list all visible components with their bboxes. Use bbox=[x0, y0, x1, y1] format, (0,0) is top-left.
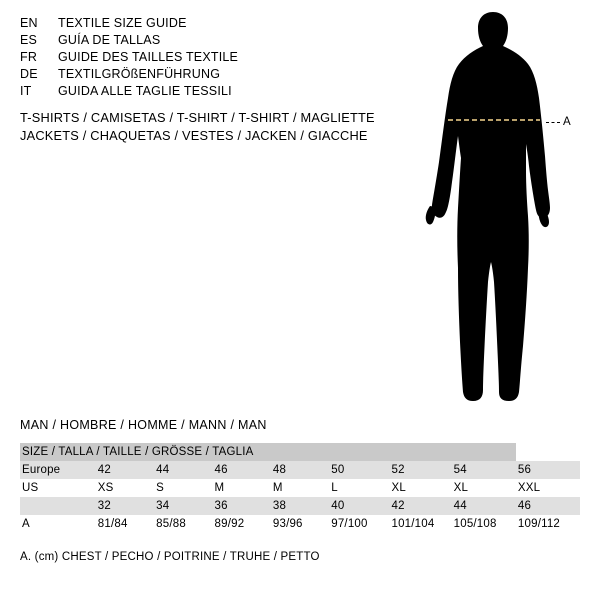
table-cell: 54 bbox=[452, 461, 516, 479]
language-row bbox=[20, 33, 380, 50]
row-label: Europe bbox=[20, 461, 96, 479]
table-header-row bbox=[20, 443, 580, 461]
table-row bbox=[20, 479, 580, 497]
size-table bbox=[20, 443, 580, 533]
measure-label-a: A bbox=[563, 116, 572, 128]
table-cell: 56 bbox=[516, 461, 580, 479]
language-row bbox=[20, 16, 380, 33]
table-cell: S bbox=[154, 479, 212, 497]
language-code: ES bbox=[20, 33, 38, 47]
table-cell: XXL bbox=[516, 479, 580, 497]
table-cell: 52 bbox=[389, 461, 451, 479]
language-row bbox=[20, 84, 380, 101]
table-cell: 46 bbox=[213, 461, 271, 479]
table-header-label: SIZE / TALLA / TAILLE / GRÖSSE / TAGLIA bbox=[20, 443, 516, 461]
table-cell: 44 bbox=[452, 497, 516, 515]
table-cell: 93/96 bbox=[271, 515, 329, 533]
table-cell: 40 bbox=[329, 497, 389, 515]
language-text: GUIDA ALLE TAGLIE TESSILI bbox=[58, 84, 232, 98]
row-label: US bbox=[20, 479, 96, 497]
language-row bbox=[20, 50, 380, 67]
male-silhouette-icon bbox=[400, 10, 600, 405]
table-row bbox=[20, 497, 580, 515]
table-cell: 38 bbox=[271, 497, 329, 515]
language-code: FR bbox=[20, 50, 38, 64]
table-cell: L bbox=[329, 479, 389, 497]
table-cell: 97/100 bbox=[329, 515, 389, 533]
table-row bbox=[20, 515, 580, 533]
table-row bbox=[20, 461, 580, 479]
table-cell: XS bbox=[96, 479, 154, 497]
language-code: EN bbox=[20, 16, 38, 30]
language-text: TEXTILGRÖßENFÜHRUNG bbox=[58, 67, 221, 81]
table-cell: 46 bbox=[516, 497, 580, 515]
table-cell: 101/104 bbox=[389, 515, 451, 533]
measure-leader-line bbox=[546, 122, 560, 123]
table-cell: 50 bbox=[329, 461, 389, 479]
row-label: A bbox=[20, 515, 96, 533]
table-cell: 81/84 bbox=[96, 515, 154, 533]
category-jackets: JACKETS / CHAQUETAS / VESTES / JACKEN / GIACCHE bbox=[20, 128, 368, 143]
language-text: TEXTILE SIZE GUIDE bbox=[58, 16, 187, 30]
language-text: GUÍA DE TALLAS bbox=[58, 33, 161, 47]
language-code: DE bbox=[20, 67, 38, 81]
table-cell: 105/108 bbox=[452, 515, 516, 533]
table-cell: XL bbox=[389, 479, 451, 497]
language-code: IT bbox=[20, 84, 32, 98]
table-cell: 42 bbox=[96, 461, 154, 479]
table-cell: 89/92 bbox=[213, 515, 271, 533]
table-cell: 44 bbox=[154, 461, 212, 479]
table-cell: XL bbox=[452, 479, 516, 497]
footnote: A. (cm) CHEST / PECHO / POITRINE / TRUHE / PETTO bbox=[20, 551, 320, 563]
table-cell: 36 bbox=[213, 497, 271, 515]
table-cell: 32 bbox=[96, 497, 154, 515]
table-cell: 109/112 bbox=[516, 515, 580, 533]
language-list bbox=[20, 16, 380, 101]
category-list bbox=[20, 110, 420, 146]
table-cell: 48 bbox=[271, 461, 329, 479]
category-tshirts: T-SHIRTS / CAMISETAS / T-SHIRT / T-SHIRT / MAGLIETTE bbox=[20, 110, 375, 125]
table-title: MAN / HOMBRE / HOMME / MANN / MAN bbox=[20, 418, 267, 432]
language-row bbox=[20, 67, 380, 84]
table-cell: 42 bbox=[389, 497, 451, 515]
language-text: GUIDE DES TAILLES TEXTILE bbox=[58, 50, 239, 64]
table-cell: 85/88 bbox=[154, 515, 212, 533]
table-cell: M bbox=[271, 479, 329, 497]
body-figure bbox=[400, 10, 600, 405]
table-cell: M bbox=[213, 479, 271, 497]
row-label bbox=[20, 497, 96, 515]
table-cell: 34 bbox=[154, 497, 212, 515]
